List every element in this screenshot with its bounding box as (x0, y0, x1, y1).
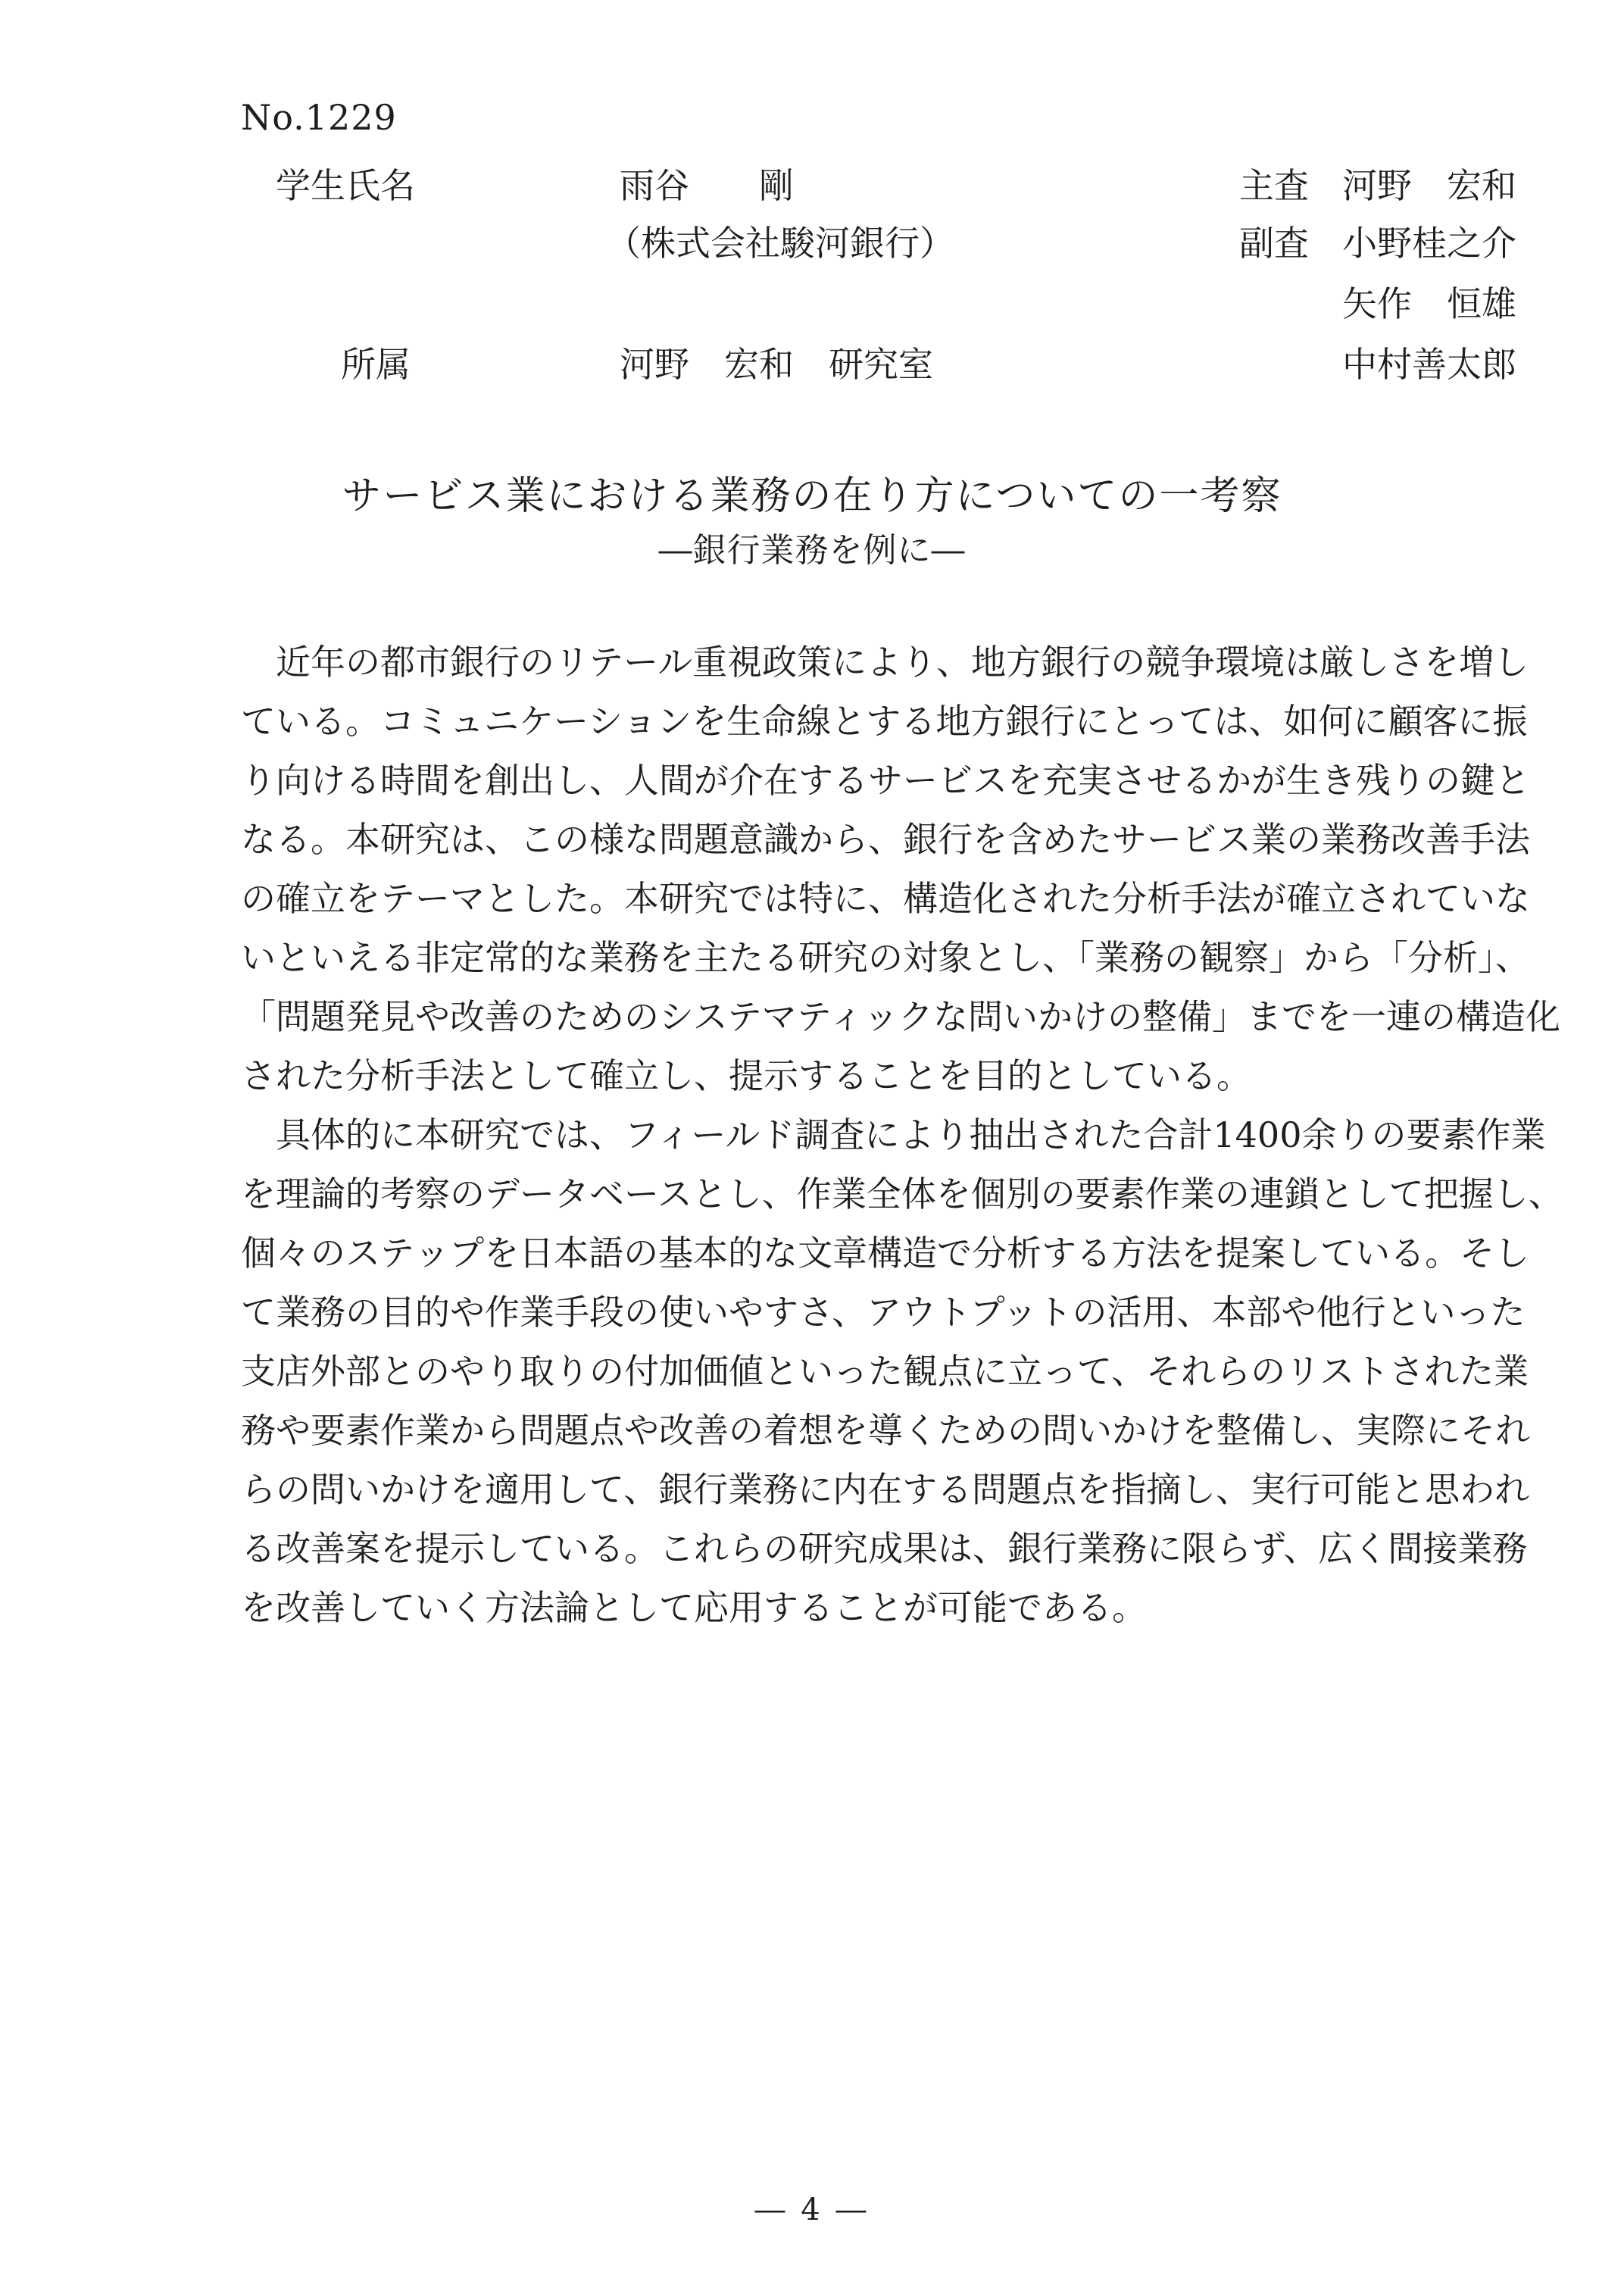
abstract-line: された分析手法として確立し、提示することを目的としている。 (241, 1055, 1251, 1096)
student-name-label: 学生氏名 (276, 165, 415, 206)
abstract-line: 具体的に本研究では、フィールド調査により抽出された合計1400余りの要素作業 (276, 1114, 1546, 1155)
vice-examiner-name: 矢作 恒雄 (1342, 283, 1516, 324)
paper-subtitle: ―銀行業務を例に― (658, 531, 966, 570)
abstract-line: る改善案を提示している。これらの研究成果は、銀行業務に限らず、広く間接業務 (241, 1528, 1528, 1569)
vice-examiner-name: 中村善太郎 (1342, 344, 1516, 385)
student-name: 雨谷 剛 (620, 165, 794, 206)
affiliation-label: 所属 (341, 344, 411, 385)
abstract-line: 近年の都市銀行のリテール重視政策により、地方銀行の競争環境は厳しさを増し (276, 642, 1529, 683)
student-organization: （株式会社駿河銀行） (606, 223, 954, 264)
abstract-line: を改善していく方法論として応用することが可能である。 (241, 1587, 1147, 1628)
abstract-line: を理論的考察のデータベースとし、作業全体を個別の要素作業の連鎖として把握し、 (241, 1174, 1563, 1214)
vice-examiner-name: 小野桂之介 (1342, 223, 1516, 264)
affiliation-value: 河野 宏和 研究室 (620, 344, 933, 385)
abstract-line: 個々のステップを日本語の基本的な文章構造で分析する方法を提案している。そし (241, 1233, 1530, 1274)
abstract-line: 支店外部とのやり取りの付加価値といった観点に立って、それらのリストされた業 (241, 1351, 1529, 1392)
chief-examiner-name: 河野 宏和 (1342, 165, 1516, 206)
abstract-line: ている。コミュニケーションを生命線とする地方銀行にとっては、如何に顧客に振 (241, 701, 1528, 742)
vice-examiner-label: 副査 (1239, 223, 1309, 264)
abstract-line: いといえる非定常的な業務を主たる研究の対象とし、「業務の観察」から「分析」、 (241, 937, 1530, 978)
abstract-line: り向ける時間を創出し、人間が介在するサービスを充実させるかが生き残りの鍵と (241, 760, 1530, 801)
abstract-line: 「問題発見や改善のためのシステマティックな問いかけの整備」までを一連の構造化 (241, 996, 1561, 1037)
abstract-line: なる。本研究は、この様な問題意識から、銀行を含めたサービス業の業務改善手法 (241, 819, 1530, 860)
chief-examiner-label: 主査 (1239, 165, 1309, 206)
paper-title: サービス業における業務の在り方についての一考察 (342, 474, 1282, 519)
abstract-line: らの問いかけを適用して、銀行業務に内在する問題点を指摘し、実行可能と思われ (241, 1469, 1530, 1510)
abstract-line: て業務の目的や作業手段の使いやすさ、アウトプットの活用、本部や他行といった (241, 1292, 1526, 1333)
page-number: ― 4 ― (754, 2193, 870, 2227)
abstract-body (241, 633, 1563, 1637)
abstract-line: の確立をテーマとした。本研究では特に、構造化された分析手法が確立されていな (241, 878, 1530, 919)
document-number: No.1229 (241, 97, 397, 138)
abstract-line: 務や要素作業から問題点や改善の着想を導くための問いかけを整備し、実際にそれ (241, 1410, 1530, 1451)
